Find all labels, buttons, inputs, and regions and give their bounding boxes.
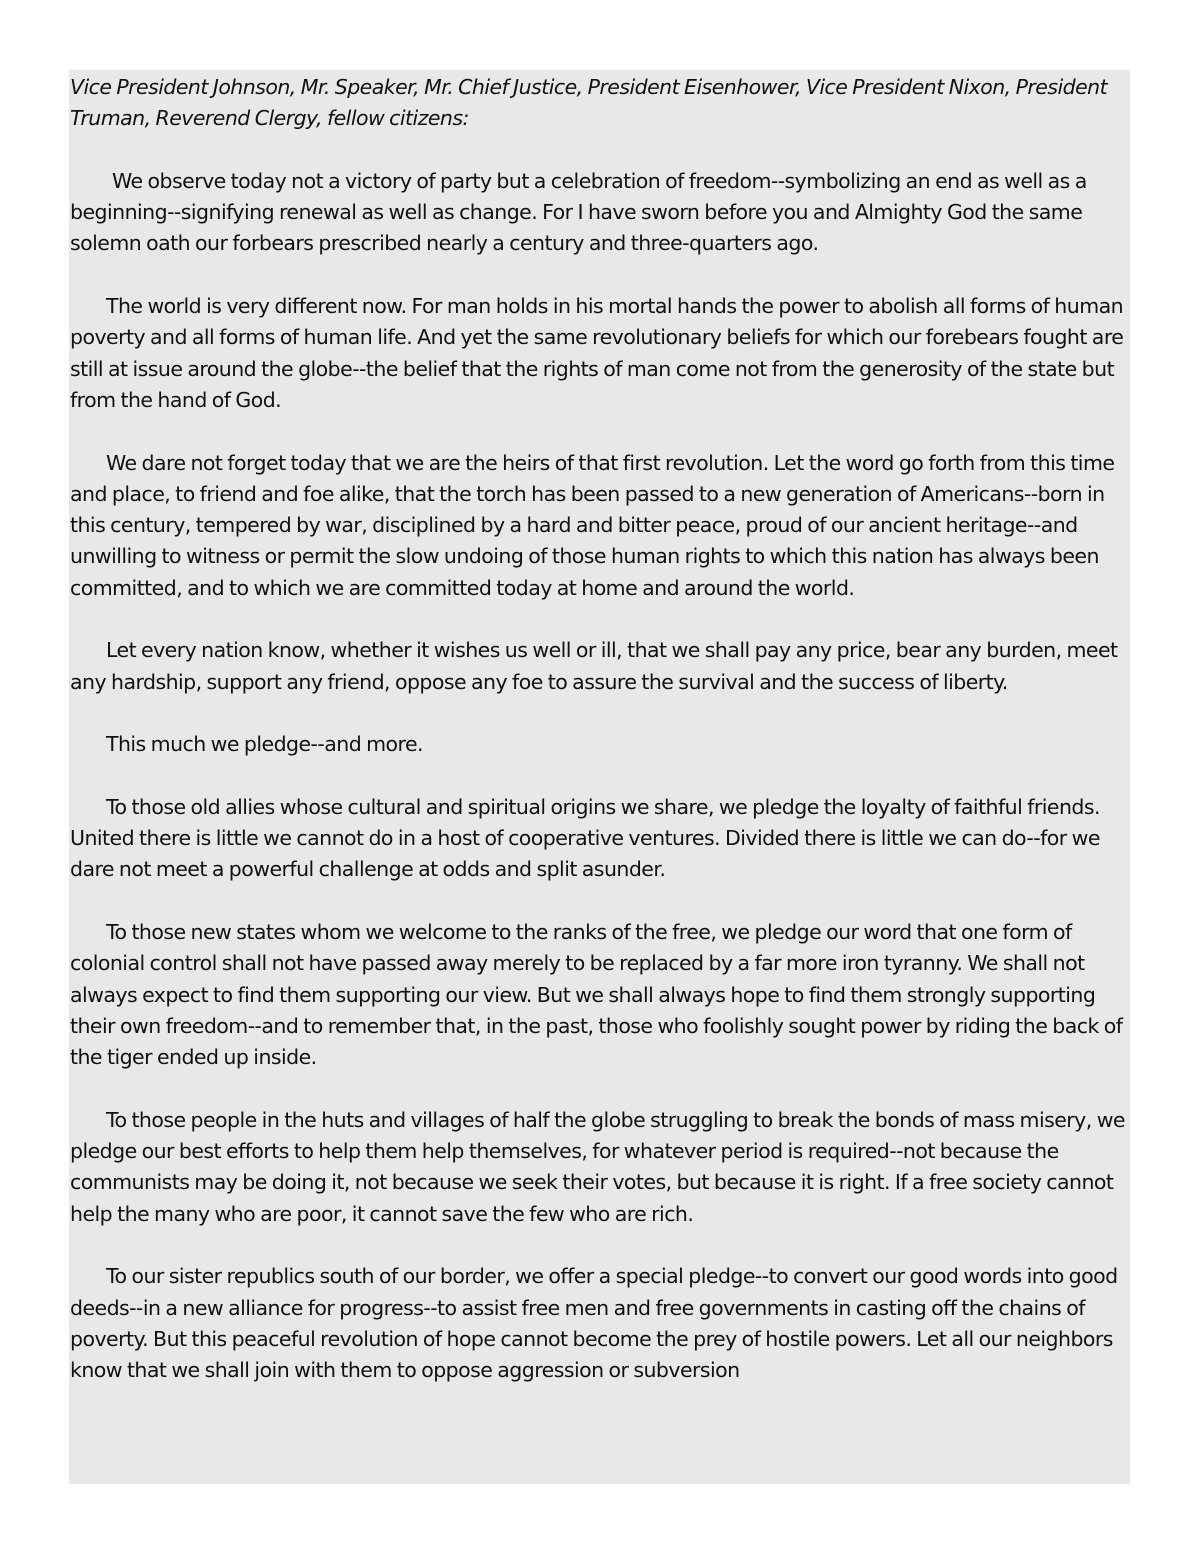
paragraph: To those old allies whose cultural and spiritual origins we share, we pledge the loyalty of faithful friends. United there is little we cannot do in a host of cooperative ventures. Divided there is little we can do--for we dare not meet a powerful challenge at odds and split asunder. [70, 794, 1100, 882]
paragraph: This much we pledge--and more. [106, 732, 423, 757]
speech-text-block [69, 70, 1130, 1484]
paragraph: To those new states whom we welcome to the ranks of the free, we pledge our word that one form of colonial control shall not have passed away merely to be replaced by a far more iron tyranny. We shall not always expect to find them supporting our view. But we shall always hope to find them strongly supporting their own freedom--and to remember that, in the past, those who foolishly sought power by riding the back of the tiger ended up inside. [70, 920, 1123, 1070]
paragraph: To our sister republics south of our border, we offer a special pledge--to convert our good words into good deeds--in a new alliance for progress--to assist free men and free governments in casting off the chains of poverty. But this peaceful revolution of hope cannot become the prey of hostile powers. Let all our neighbors know that we shall join with them to oppose aggression or subversion [70, 1264, 1118, 1383]
paragraph: Let every nation know, whether it wishes us well or ill, that we shall pay any price, bear any burden, meet any hardship, support any friend, oppose any foe to assure the survival and the success of liberty. [70, 638, 1118, 694]
paragraph: We observe today not a victory of party but a celebration of freedom--symbolizing an end as well as a beginning--signifying renewal as well as change. For I have sworn before you and Almighty God the same solemn oath our forbears prescribed nearly a century and three-quarters ago. [70, 168, 1087, 256]
paragraph: We dare not forget today that we are the heirs of that first revolution. Let the word go forth from this time and place, to friend and foe alike, that the torch has been passed to a new generation of Americans--born in this century, tempered by war, disciplined by a hard and bitter peace, proud of our ancient heritage--and unwilling to witness or permit the slow undoing of those human rights to which this nation has always been committed, and to which we are committed today at home and around the world. [70, 450, 1115, 600]
paragraph: The world is very different now. For man holds in his mortal hands the power to abolish all forms of human poverty and all forms of human life. And yet the same revolutionary beliefs for which our forebears fought are still at issue around the globe--the belief that the rights of man come not from the generosity of the state but from the hand of God. [70, 294, 1124, 412]
salutation: Vice President Johnson, Mr. Speaker, Mr. Chief Justice, President Eisenhower, Vice President Nixon, President Truman, Reverend Clergy, fellow citizens: [70, 75, 1108, 131]
paragraph: To those people in the huts and villages of half the globe struggling to break the bonds of mass misery, we pledge our best efforts to help them help themselves, for whatever period is required--not because the communists may be doing it, not because we seek their votes, but because it is right. If a free society cannot help the many who are poor, it cannot save the few who are rich. [70, 1107, 1125, 1226]
